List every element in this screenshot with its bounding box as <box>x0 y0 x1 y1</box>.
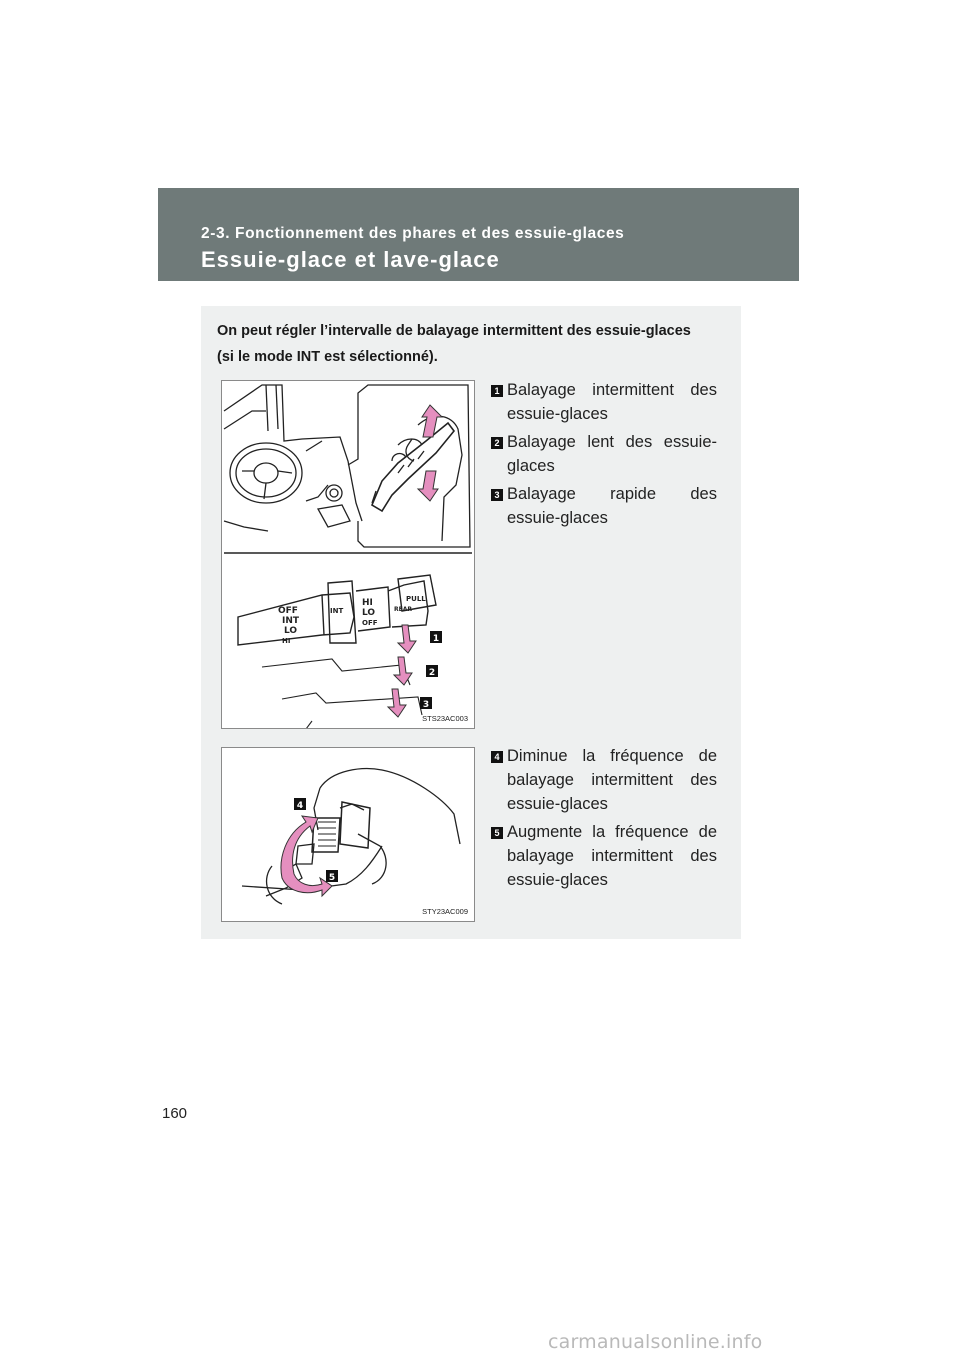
list-item <box>489 378 717 426</box>
step-text: Diminue la fréquence de <box>507 747 717 765</box>
step-text: essuie-glaces <box>507 405 608 423</box>
list-item <box>489 482 717 530</box>
switch-label-rear-off: OFF <box>362 619 378 627</box>
watermark: carmanualsonline.info <box>548 1331 763 1353</box>
step-number: 1 <box>491 385 503 397</box>
callout-3-label: 3 <box>422 700 430 710</box>
callout-5-label: 5 <box>328 873 336 883</box>
switch-label-rear-lo: LO <box>362 608 376 618</box>
page-title: Essuie-glace et lave-glace <box>201 247 500 272</box>
steps-list-speed <box>489 378 717 534</box>
step-text: essuie-glaces <box>507 509 608 527</box>
switch-label-int-ring: INT <box>330 607 344 615</box>
step-text: glaces <box>507 457 555 475</box>
callout-1-label: 1 <box>432 634 440 644</box>
step-text: Balayage intermittent des <box>507 381 717 399</box>
section-label: 2-3. Fonctionnement des phares et des essuie-glaces <box>201 225 625 242</box>
steps-list-frequency <box>489 744 717 896</box>
step-text: Balayage rapide des <box>507 485 717 503</box>
figure-code: STY23AC009 <box>422 907 468 916</box>
switch-label-rear-hi: HI <box>362 598 373 608</box>
switch-label-int: INT <box>282 616 300 626</box>
step-number: 2 <box>491 437 503 449</box>
page-number: 160 <box>162 1105 188 1122</box>
switch-label-rear: REAR <box>394 606 412 613</box>
callout-2-label: 2 <box>428 668 436 678</box>
step-number: 3 <box>491 489 503 501</box>
intro-line: On peut régler l’intervalle de balayage intermittent des essuie-glaces <box>217 323 691 339</box>
step-text: Augmente la fréquence de <box>507 823 717 841</box>
figure-wiper-positions <box>221 380 475 729</box>
interval-ring-illustration <box>222 748 474 921</box>
intro-line: (si le mode INT est sélectionné). <box>217 349 438 365</box>
wiper-lever-illustration <box>222 381 474 728</box>
step-text: balayage intermittent des <box>507 771 717 789</box>
switch-label-hi: HI <box>282 637 291 645</box>
callout-4-label: 4 <box>296 801 304 811</box>
step-text: balayage intermittent des <box>507 847 717 865</box>
step-text: Balayage lent des essuie- <box>507 433 717 451</box>
switch-label-pull: PULL <box>406 595 426 603</box>
list-item <box>489 430 717 478</box>
step-text: essuie-glaces <box>507 871 608 889</box>
figure-interval-ring <box>221 747 475 922</box>
step-text: essuie-glaces <box>507 795 608 813</box>
switch-label-lo: LO <box>284 626 298 636</box>
chapter-header <box>158 188 799 281</box>
switch-label-off: OFF <box>278 606 298 616</box>
step-number: 5 <box>491 827 503 839</box>
list-item <box>489 820 717 892</box>
step-number: 4 <box>491 751 503 763</box>
intro-paragraph <box>217 318 717 370</box>
list-item <box>489 744 717 816</box>
figure-code: STS23AC003 <box>422 714 468 723</box>
content-box <box>201 306 741 939</box>
